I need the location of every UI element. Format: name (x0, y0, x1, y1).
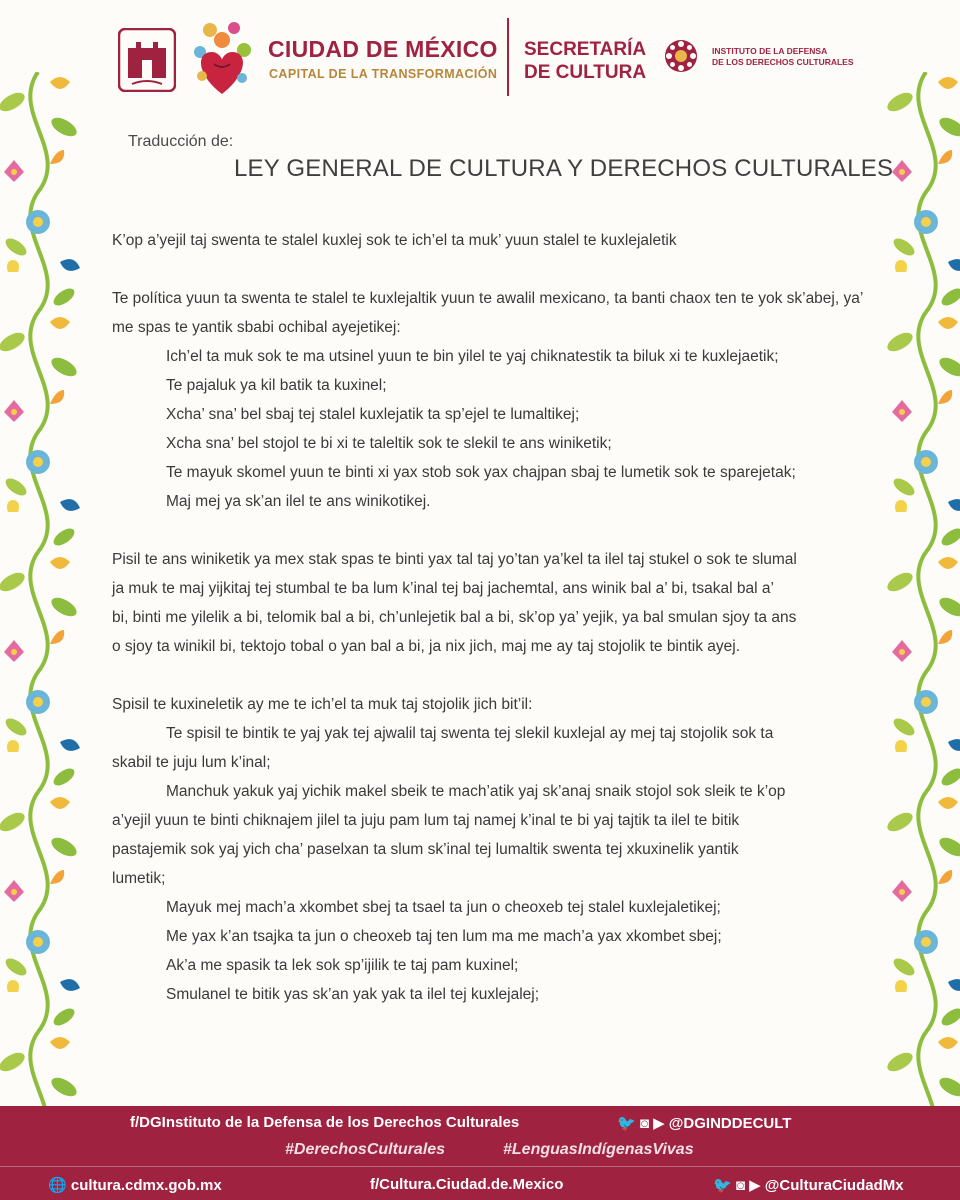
facebook-institute-link[interactable]: f/DGInstituto de la Defensa de los Derechos Culturales (130, 1114, 520, 1131)
section3-item: Smulanel te bitik yas sk’an yak yak ta ilel tej kuxlejalej; (166, 986, 540, 1003)
section1-item: Te pajaluk ya kil batik ta kuxinel; (166, 377, 387, 394)
institute-line1: INSTITUTO DE LA DEFENSA (712, 46, 828, 56)
social-icons: 🐦 ◙ ▶ (617, 1115, 669, 1132)
section3-item2-line: pastajemik sok yaj yich cha’ paselxan ta slum sk’inal tej lumaltik swenta tej xkuxinelik yantik (112, 841, 739, 858)
page-header (0, 0, 960, 110)
institute-title (712, 46, 872, 68)
section1-lead: Te política yuun ta swenta te stalel te kuxlejaltik yuun te awalil mexicano, ta banti chaox ten te yok sk’abej, ya’ me spas te yantik sbabi ochibal ayejetikej: (112, 290, 863, 336)
website-url: cultura.cdmx.gob.mx (70, 1177, 222, 1194)
section2-line: o sjoy ta winikil bi, tektojo tobal o yan bal a bi, ja nix jich, maj me ay taj stojolik te bintik ayej. (112, 638, 741, 655)
social-icons: 🐦 ◙ ▶ (713, 1177, 765, 1194)
header-divider (507, 18, 509, 96)
section2-line: bi, binti me yilelik a bi, telomik bal a bi, ch’unlejetik bal a bi, sk’op ya’ yejik, ya bal smulan sjoy ta ans (112, 609, 797, 626)
heart-emblem-logo (190, 16, 254, 100)
translation-label: Traducción de: (128, 133, 234, 150)
section3-item1-line: Te spisil te bintik te yaj yak tej ajwalil taj swenta tej slekil kuxlejal ay mej taj stojolik sok ta (166, 725, 774, 742)
website-link[interactable] (48, 1176, 222, 1194)
section1-item: Ich’el ta muk sok te ma utsinel yuun te bin yilel te yaj chiknatestik ta biluk xi te kuxlejaetik; (166, 348, 779, 365)
section3-item: Me yax k’an tsajka ta jun o cheoxeb taj ten lum ma me mach’a yax xkombet sbej; (166, 928, 722, 945)
section3-item2-line: a’yejil yuun te binti chiknajem jilel ta juju pam lum taj namej k’inal te bi yaj tajtik ta ilel te bitik (112, 812, 740, 829)
section3-item2-line: Manchuk yakuk yaj yichik makel sbeik te mach’atik yaj sk’anaj snaik stojol sok sleik te k’op (166, 783, 786, 800)
floral-border-right (878, 72, 960, 1108)
social-handle-cultura: @CulturaCiudadMx (764, 1177, 904, 1194)
section1-item: Te mayuk skomel yuun te binti xi yax stob sok yax chajpan sbaj te lumetik sok te sparejetak; (166, 464, 796, 481)
section3-item: Ak’a me spasik ta lek sok sp’ijilik te taj pam kuxinel; (166, 957, 519, 974)
institute-flower-logo (663, 38, 699, 74)
section3-lead: Spisil te kuxineletik ay me te ich’el ta muk taj stojolik jich bit’il: (112, 696, 533, 713)
social-cultura-link[interactable] (713, 1176, 904, 1194)
brand-subtitle: CAPITAL DE LA TRANSFORMACIÓN (269, 67, 498, 81)
section1-item: Maj mej ya sk’an ilel te ans winikotikej. (166, 493, 431, 510)
page-footer (0, 1106, 960, 1200)
intro-paragraph: K’op a’yejil taj swenta te stalel kuxlej sok te ich’el ta muk’ yuun stalel te kuxlejaletik (112, 232, 677, 249)
institute-line2: DE LOS DERECHOS CULTURALES (712, 57, 854, 67)
social-handle-institute: @DGINDDECULT (668, 1115, 792, 1132)
section3-item: Mayuk mej mach’a xkombet sbej ta tsael ta jun o cheoxeb tej stalel kuxlejaletikej; (166, 899, 721, 916)
brand-title: CIUDAD DE MÉXICO (268, 36, 498, 62)
cdmx-crest-logo (118, 28, 176, 92)
secretaria-line2: DE CULTURA (524, 62, 647, 83)
document-body (112, 226, 872, 1009)
section2-line: Pisil te ans winiketik ya mex stak spas te binti yax tal taj yo’tan ya’kel ta ilel taj stukel o sok te slumal (112, 551, 797, 568)
secretaria-title (524, 38, 646, 84)
secretaria-line1: SECRETARÍA (524, 39, 647, 60)
section1-item: Xcha sna’ bel stojol te bi xi te taleltik sok te slekil te ans winiketik; (166, 435, 612, 452)
section2-line: ja muk te maj yijkitaj tej stumbal te ba lum k’inal tej baj jachemtal, ans winik bal a’ bi, tsakal bal a’ (112, 580, 774, 597)
section3-item2-line: lumetik; (112, 870, 166, 887)
footer-divider (0, 1166, 960, 1167)
floral-border-left (0, 72, 85, 1108)
social-institute-link[interactable] (617, 1114, 791, 1132)
section3-item1-line: skabil te juju lum k’inal; (112, 754, 271, 771)
section1-item: Xcha’ sna’ bel sbaj tej stalel kuxlejatik ta sp’ejel te lumaltikej; (166, 406, 580, 423)
hashtag-derechos[interactable]: #DerechosCulturales (285, 1141, 446, 1158)
globe-icon: 🌐 (48, 1177, 71, 1194)
hashtag-lenguas[interactable]: #LenguasIndígenasVivas (503, 1141, 694, 1158)
law-title: LEY GENERAL DE CULTURA Y DERECHOS CULTURALES (234, 155, 894, 182)
facebook-cultura-link[interactable]: f/Cultura.Ciudad.de.Mexico (370, 1176, 564, 1193)
